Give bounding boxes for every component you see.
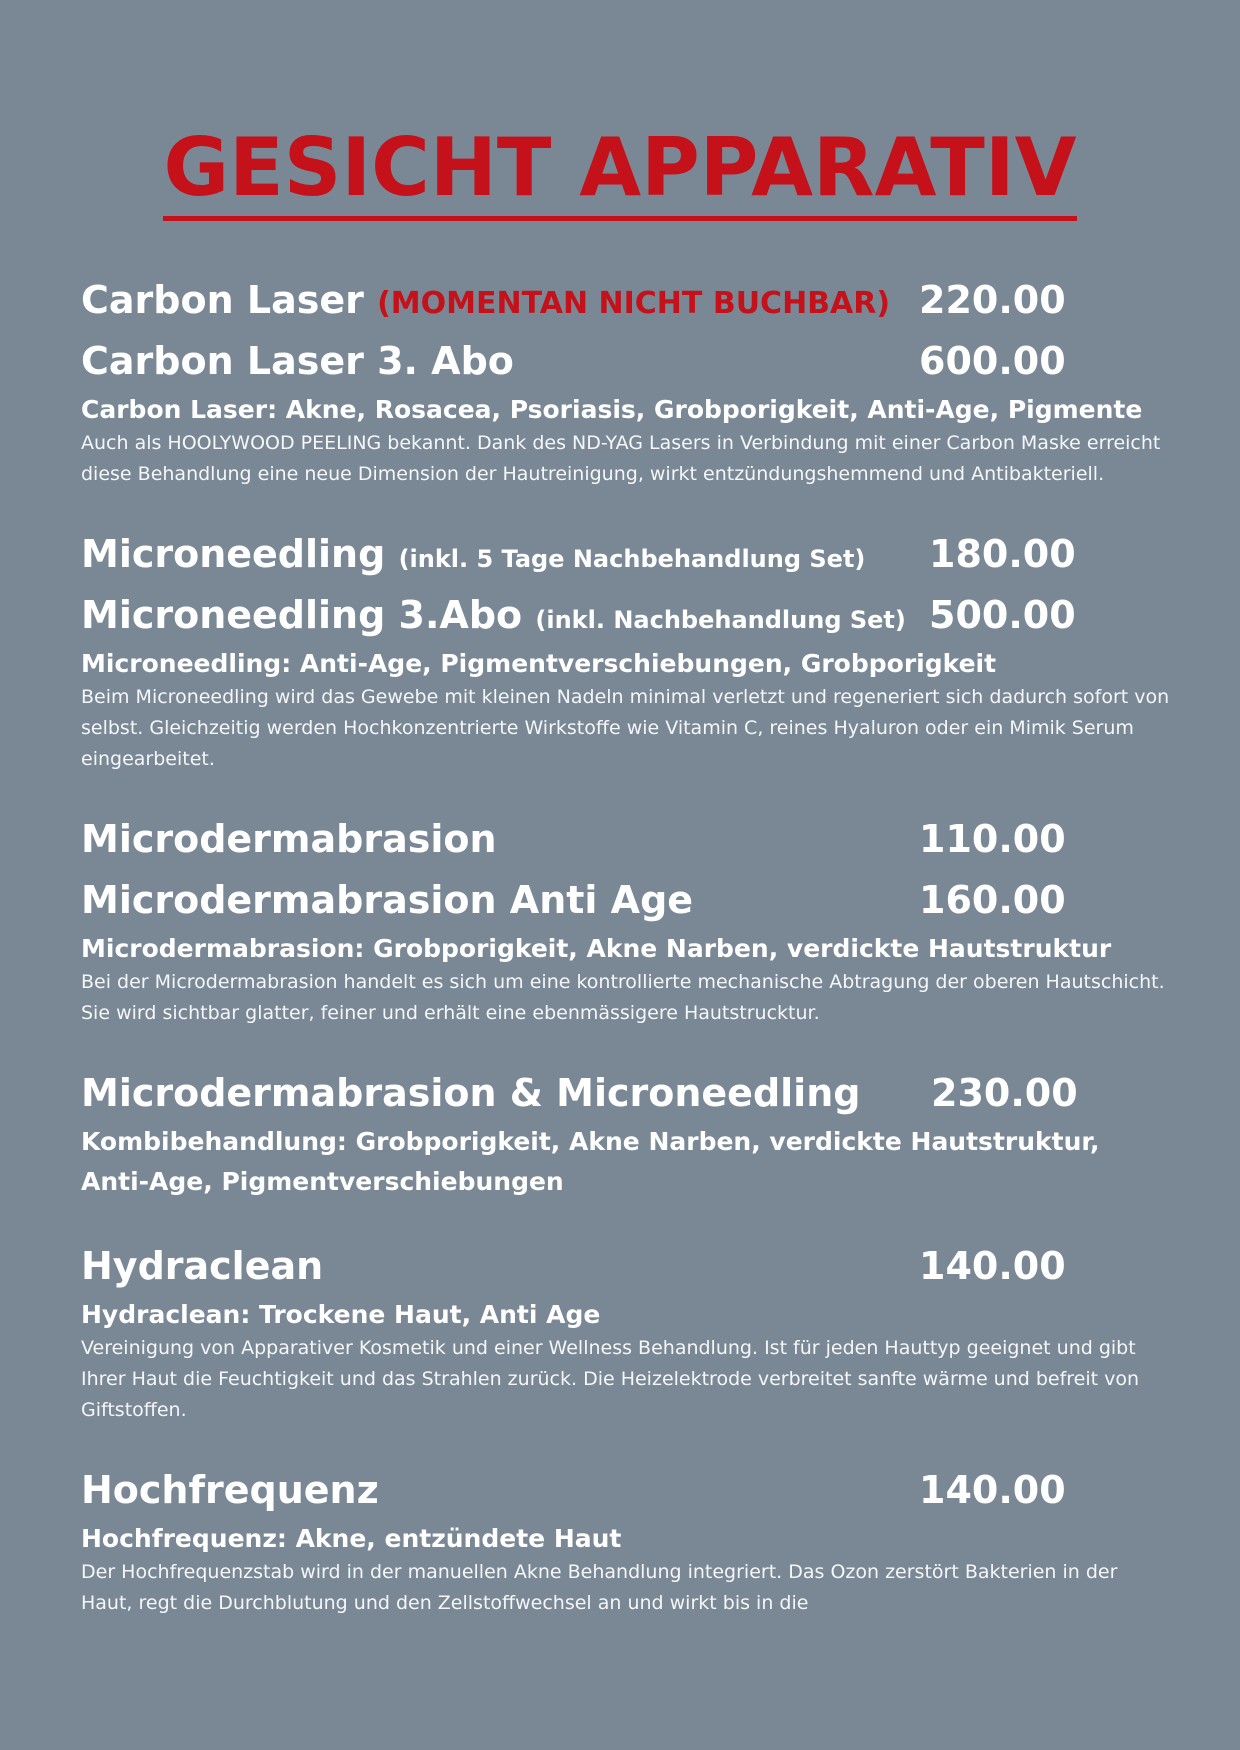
treatment-section-microdermabrasion <box>81 809 1171 1029</box>
treatment-indications: Kombibehandlung: Grobporigkeit, Akne Narben, verdickte Hautstruktur, Anti-Age, Pigmentverschiebungen <box>81 1127 1100 1196</box>
treatment-note: (inkl. 5 Tage Nachbehandlung Set) <box>398 545 866 573</box>
treatment-row <box>81 331 1171 392</box>
treatment-section-combination <box>81 1063 1171 1202</box>
treatment-indications: Microdermabrasion: Grobporigkeit, Akne Narben, verdickte Hautstruktur <box>81 934 1112 963</box>
treatment-description: Beim Microneedling wird das Gewebe mit kleinen Nadeln minimal verletzt und regeneriert sich dadurch sofort von selbst. Gleichzeitig werden Hochkonzentrierte Wirkstoffe wie Vitamin C, reines Hyaluron oder ein Mimik Serum eingearbeitet. <box>81 686 1170 770</box>
treatment-note: (inkl. Nachbehandlung Set) <box>535 606 906 634</box>
treatment-name: Carbon Laser 3. Abo <box>81 339 514 383</box>
treatment-price: 110.00 <box>919 817 1066 861</box>
treatment-row <box>81 1063 1171 1124</box>
treatment-section-microneedling <box>81 524 1171 775</box>
treatment-price: 140.00 <box>919 1468 1066 1512</box>
treatment-indications: Carbon Laser: Akne, Rosacea, Psoriasis, Grobporigkeit, Anti-Age, Pigmente <box>81 395 1143 424</box>
treatment-section-hochfrequenz <box>81 1460 1171 1619</box>
treatment-description: Der Hochfrequenzstab wird in der manuellen Akne Behandlung integriert. Das Ozon zerstört Bakterien in der Haut, regt die Durchblutung und den Zellstoffwechsel an und wirkt bis in die <box>81 1561 1118 1614</box>
treatment-price: 160.00 <box>919 878 1066 922</box>
treatment-name: Microneedling <box>81 532 386 576</box>
treatment-price: 230.00 <box>931 1071 1078 1115</box>
treatment-name: Microdermabrasion <box>81 817 497 861</box>
treatment-row <box>81 270 1171 331</box>
treatment-name: Microdermabrasion Anti Age <box>81 878 694 922</box>
treatment-name: Microdermabrasion & Microneedling <box>81 1071 861 1115</box>
treatment-row <box>81 524 1171 585</box>
treatment-description: Auch als HOOLYWOOD PEELING bekannt. Dank des ND-YAG Lasers in Verbindung mit einer Carbon Maske erreicht diese Behandlung eine neue Dimension der Hautreinigung, wirkt entzündungshemmend und Antibakteriell. <box>81 432 1161 485</box>
treatment-row <box>81 1460 1171 1521</box>
treatment-row <box>81 870 1171 931</box>
treatment-description: Vereinigung von Apparativer Kosmetik und einer Wellness Behandlung. Ist für jeden Hauttyp geeignet und gibt Ihrer Haut die Feuchtigkeit und das Strahlen zurück. Die Heizelektrode verbreitet sanfte wärme und befreit von Giftstoffen. <box>81 1337 1140 1421</box>
treatment-indications: Hydraclean: Trockene Haut, Anti Age <box>81 1300 601 1329</box>
treatment-name: Hydraclean <box>81 1244 324 1288</box>
treatment-price: 140.00 <box>919 1244 1066 1288</box>
treatment-price: 180.00 <box>929 532 1076 576</box>
treatment-name: Hochfrequenz <box>81 1468 379 1512</box>
treatment-row <box>81 1236 1171 1297</box>
treatment-row <box>81 585 1171 646</box>
availability-note: (MOMENTAN NICHT BUCHBAR) <box>377 286 891 321</box>
page-title-wrapper <box>0 121 1240 221</box>
treatment-list <box>81 270 1171 1653</box>
treatment-row <box>81 809 1171 870</box>
treatment-price: 500.00 <box>929 593 1076 637</box>
treatment-price: 600.00 <box>919 339 1066 383</box>
treatment-price: 220.00 <box>919 278 1066 322</box>
treatment-section-hydraclean <box>81 1236 1171 1426</box>
treatment-description: Bei der Microdermabrasion handelt es sich um eine kontrollierte mechanische Abtragung der oberen Hautschicht. Sie wird sichtbar glatter, feiner und erhält eine ebenmässigere Hautstrucktur. <box>81 971 1165 1024</box>
page-title: GESICHT APPARATIV <box>163 128 1076 221</box>
treatment-name: Microneedling 3.Abo <box>81 593 523 637</box>
treatment-section-carbon-laser <box>81 270 1171 490</box>
treatment-indications: Microneedling: Anti-Age, Pigmentverschiebungen, Grobporigkeit <box>81 649 997 678</box>
treatment-indications: Hochfrequenz: Akne, entzündete Haut <box>81 1524 622 1553</box>
treatment-name: Carbon Laser <box>81 278 364 322</box>
